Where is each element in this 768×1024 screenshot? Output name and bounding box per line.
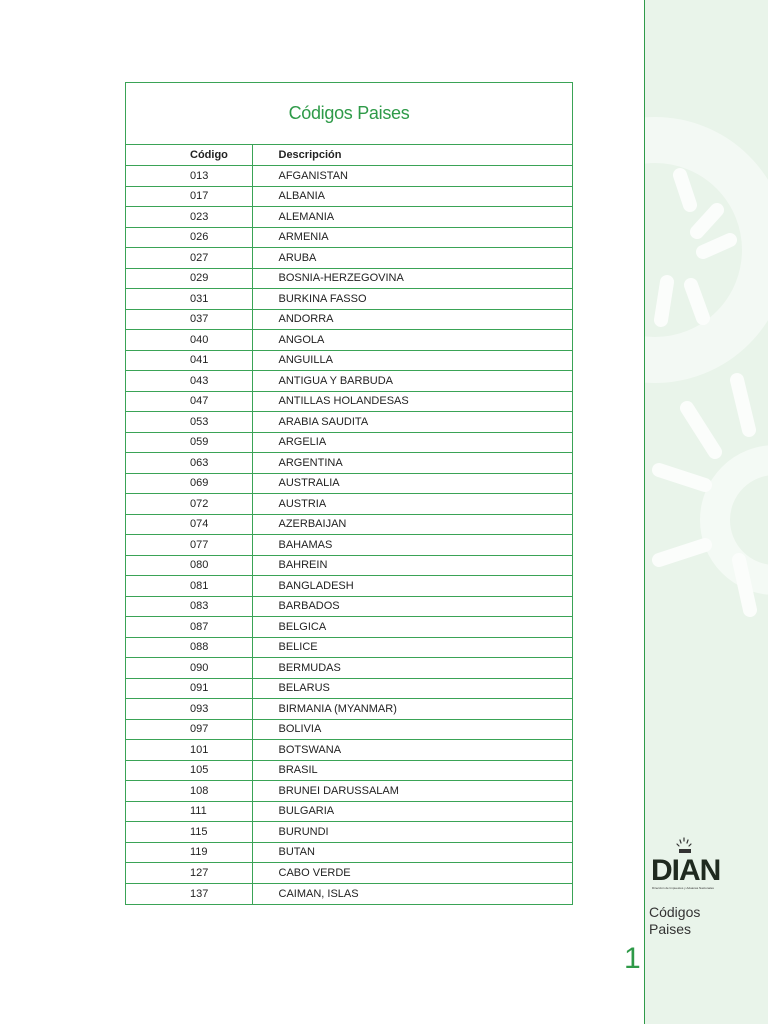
country-code: 090	[126, 658, 252, 679]
country-code: 111	[126, 801, 252, 822]
table-row	[126, 473, 572, 494]
table-row	[126, 596, 572, 617]
country-name: ANTIGUA Y BARBUDA	[252, 371, 572, 392]
dian-logo-icon	[675, 818, 705, 856]
table-row	[126, 883, 572, 904]
country-code: 119	[126, 842, 252, 863]
country-code: 031	[126, 289, 252, 310]
table-row	[126, 822, 572, 843]
country-name: BAHAMAS	[252, 535, 572, 556]
sidebar-title-line2: Paises	[649, 921, 692, 937]
country-name: ANGOLA	[252, 330, 572, 351]
table-row	[126, 637, 572, 658]
logo-subtitle: Dirección de Impuestos y Aduanas Nacionales	[652, 887, 714, 890]
country-code: 081	[126, 576, 252, 597]
country-name: ANTILLAS HOLANDESAS	[252, 391, 572, 412]
country-code: 043	[126, 371, 252, 392]
country-code: 088	[126, 637, 252, 658]
country-name: BOSNIA-HERZEGOVINA	[252, 268, 572, 289]
table-row	[126, 658, 572, 679]
country-code: 072	[126, 494, 252, 515]
table-row	[126, 330, 572, 351]
country-name: BOLIVIA	[252, 719, 572, 740]
country-name: BARBADOS	[252, 596, 572, 617]
table-row	[126, 207, 572, 228]
table-header-row	[126, 145, 572, 166]
country-name: ARGELIA	[252, 432, 572, 453]
table-row	[126, 494, 572, 515]
country-code: 027	[126, 248, 252, 269]
country-name: ARGENTINA	[252, 453, 572, 474]
country-code: 080	[126, 555, 252, 576]
table-row	[126, 248, 572, 269]
country-code: 083	[126, 596, 252, 617]
country-name: BRUNEI DARUSSALAM	[252, 781, 572, 802]
table-row	[126, 453, 572, 474]
sidebar-title-line1: Códigos	[649, 904, 701, 920]
table-row	[126, 289, 572, 310]
country-name: AZERBAIJAN	[252, 514, 572, 535]
country-code: 047	[126, 391, 252, 412]
country-code: 063	[126, 453, 252, 474]
country-code: 101	[126, 740, 252, 761]
table-row	[126, 371, 572, 392]
table-row	[126, 227, 572, 248]
country-name: CAIMAN, ISLAS	[278, 887, 359, 900]
country-code: 127	[126, 863, 252, 884]
country-code: 041	[126, 350, 252, 371]
table-row	[126, 432, 572, 453]
country-code: 059	[126, 432, 252, 453]
country-codes-table	[125, 82, 573, 905]
table-row	[126, 412, 572, 433]
table-row	[126, 268, 572, 289]
country-name: CABO VERDE	[252, 863, 572, 884]
table-row	[126, 166, 572, 187]
table-row	[126, 740, 572, 761]
country-code: 097	[126, 719, 252, 740]
country-name: ANGUILLA	[252, 350, 572, 371]
country-code: 013	[126, 166, 252, 187]
country-name: ARUBA	[252, 248, 572, 269]
country-code: 091	[126, 678, 252, 699]
country-name: BERMUDAS	[252, 658, 572, 679]
country-name: BOTSWANA	[252, 740, 572, 761]
table-row	[126, 617, 572, 638]
country-code: 037	[126, 309, 252, 330]
country-code: 040	[126, 330, 252, 351]
table-row	[126, 760, 572, 781]
table-row	[126, 576, 572, 597]
country-name: BUTAN	[252, 842, 572, 863]
country-name: BULGARIA	[252, 801, 572, 822]
country-code: 105	[126, 760, 252, 781]
country-name: BRASIL	[252, 760, 572, 781]
country-code: 023	[126, 207, 252, 228]
table-row	[126, 555, 572, 576]
sidebar-title	[649, 904, 759, 938]
country-name: ANDORRA	[252, 309, 572, 330]
country-code: 029	[126, 268, 252, 289]
country-code: 077	[126, 535, 252, 556]
country-name: BANGLADESH	[252, 576, 572, 597]
country-code: 074	[126, 514, 252, 535]
country-name: ARMENIA	[252, 227, 572, 248]
country-name: BELICE	[252, 637, 572, 658]
country-code: 115	[126, 822, 252, 843]
country-name: AUSTRALIA	[252, 473, 572, 494]
country-code: 053	[126, 412, 252, 433]
table-row	[126, 678, 572, 699]
country-name: BIRMANIA (MYANMAR)	[252, 699, 572, 720]
country-code: 108	[126, 781, 252, 802]
country-code: 017	[126, 186, 252, 207]
sidebar	[644, 0, 768, 1024]
country-code: 093	[126, 699, 252, 720]
country-code: 026	[126, 227, 252, 248]
page-number: 1	[624, 942, 641, 975]
table-row	[126, 863, 572, 884]
codes-table	[126, 145, 572, 904]
logo-text: DIAN	[651, 854, 721, 887]
table-row	[126, 514, 572, 535]
table-row	[126, 535, 572, 556]
country-name: BELARUS	[252, 678, 572, 699]
table-title: Códigos Paises	[126, 83, 572, 145]
country-name: ARABIA SAUDITA	[252, 412, 572, 433]
country-name: ALEMANIA	[252, 207, 572, 228]
table-row	[126, 699, 572, 720]
country-code: 137	[126, 883, 252, 904]
country-name: AFGANISTAN	[252, 166, 572, 187]
table-row	[126, 186, 572, 207]
country-name: AUSTRIA	[252, 494, 572, 515]
table-row	[126, 350, 572, 371]
country-name: ALBANIA	[252, 186, 572, 207]
table-row	[126, 781, 572, 802]
country-name: BAHREIN	[252, 555, 572, 576]
country-name: BURKINA FASSO	[252, 289, 572, 310]
table-row	[126, 719, 572, 740]
table-row	[126, 842, 572, 863]
table-row	[126, 801, 572, 822]
header-code: Código	[126, 145, 252, 166]
table-row	[126, 309, 572, 330]
country-name: BURUNDI	[252, 822, 572, 843]
country-name: BELGICA	[252, 617, 572, 638]
country-code: 087	[126, 617, 252, 638]
sunburst-decoration	[645, 0, 768, 640]
table-row	[126, 391, 572, 412]
header-description: Descripción	[252, 145, 572, 166]
country-code: 069	[126, 473, 252, 494]
